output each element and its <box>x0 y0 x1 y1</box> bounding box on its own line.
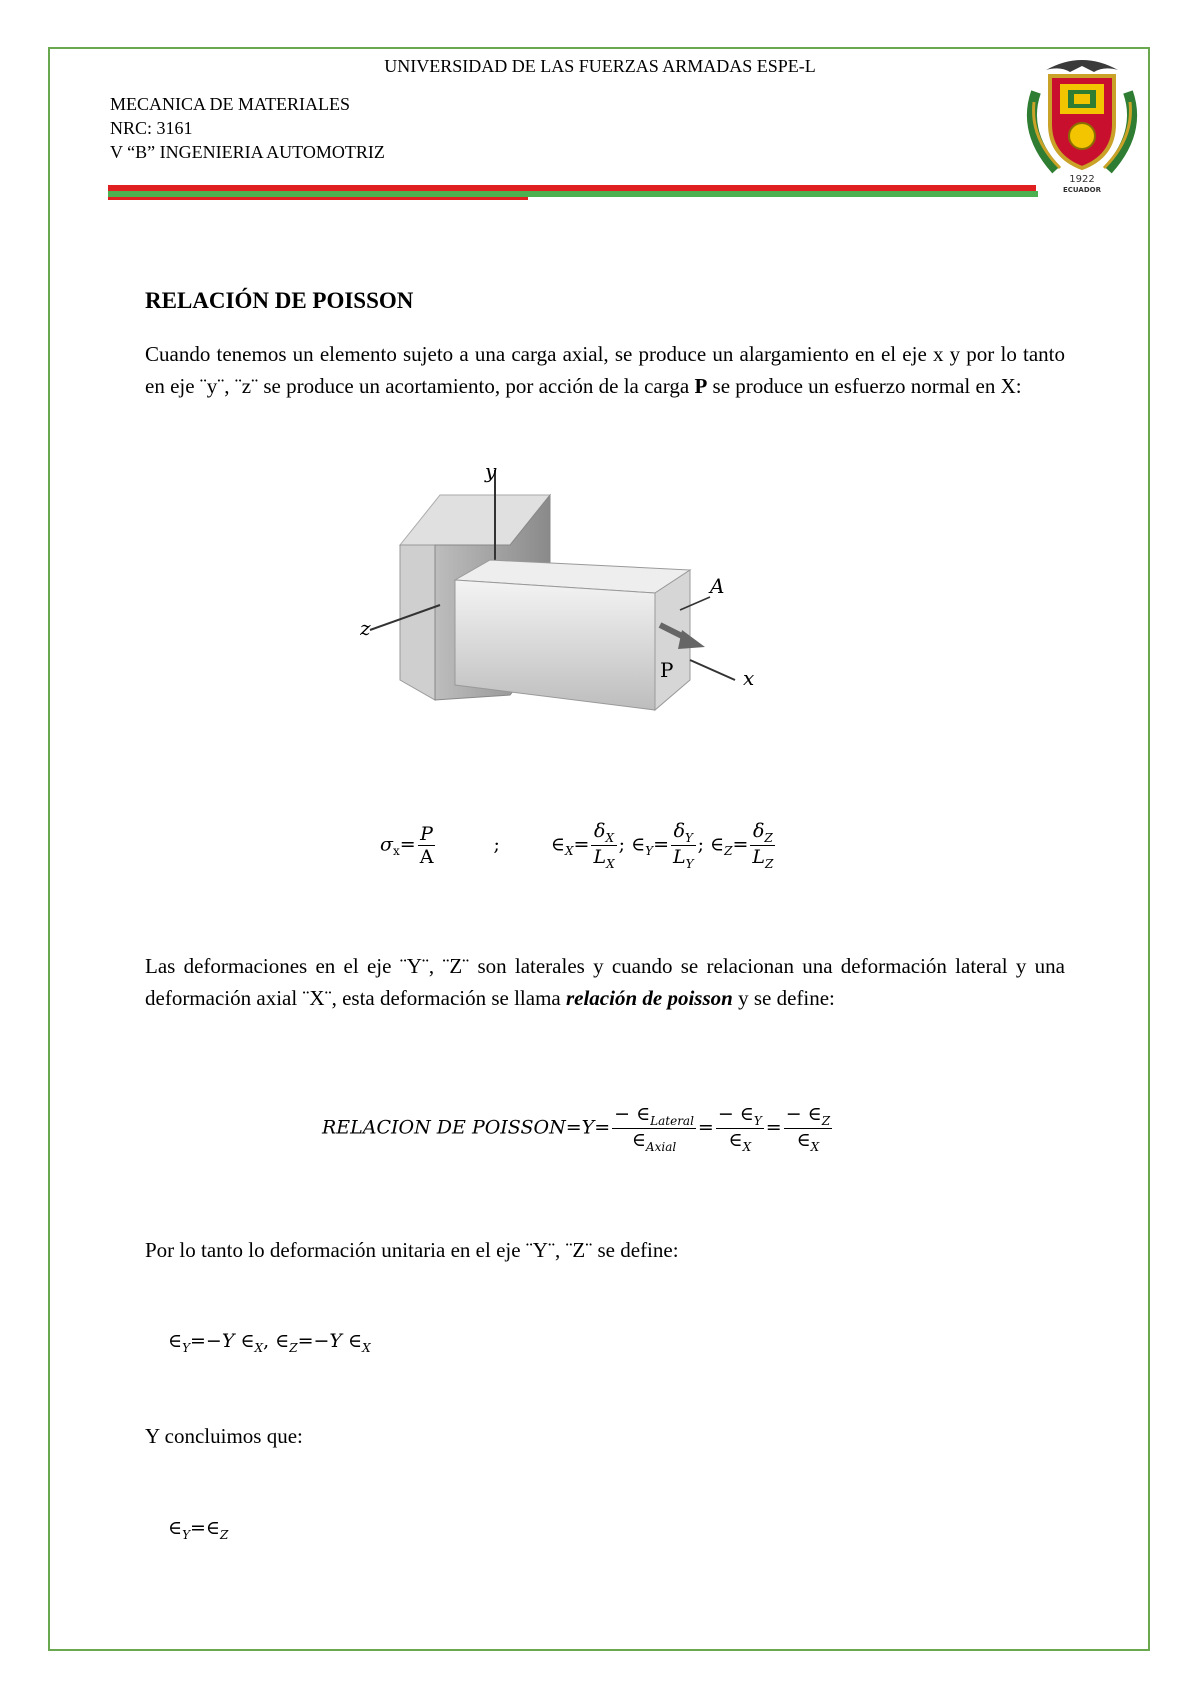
logo-country: ECUADOR <box>1063 186 1101 192</box>
logo-year: 1922 <box>1069 174 1095 185</box>
section-name: V “B” INGENIERIA AUTOMOTRIZ <box>110 142 385 162</box>
figure-label-x: x <box>743 666 755 690</box>
stress-strain-equations: $\sigma_x=$ $\frac{P}{A}$ ; $\in_X=$ $\frac{\delta_X}{L_X}$ ; $\in_Y=$ $\frac{\delta_Y}{L_Y}$ ; $\in_Z=$ $\frac{\delta_Z}{L_Z}$ <box>380 820 774 871</box>
intro-paragraph: Cuando tenemos un elemento sujeto a una carga axial, se produce un alargamiento en el eje x y por lo tanto en eje ¨y¨, ¨z¨ se produce un acortamiento, por acción de la carga P se produce un esfuerzo normal en X: <box>145 342 1065 398</box>
course-name: MECANICA DE MATERIALES <box>110 94 351 114</box>
axial-load-figure <box>360 455 820 755</box>
figure-label-z: z <box>360 616 371 640</box>
university-name: UNIVERSIDAD DE LAS FUERZAS ARMADAS ESPE-L <box>384 56 816 76</box>
conclusion-equation: $\in_Y=\in_Z$ <box>168 1517 229 1542</box>
figure-label-A: A <box>710 574 725 598</box>
university-crest-logo <box>1016 52 1148 192</box>
conclusion-paragraph: Y concluimos que: <box>145 1424 303 1448</box>
nrc-code: NRC: 3161 <box>110 118 193 138</box>
lateral-strain-equation: $\in_Y=-Y$ $\in_X$, $\in_Z=-Y$ $\in_X$ <box>168 1330 371 1355</box>
figure-label-P: P <box>660 658 674 682</box>
section-title: RELACIÓN DE POISSON <box>145 288 414 313</box>
header-rule-red-short <box>108 197 528 200</box>
unitary-paragraph: Por lo tanto lo deformación unitaria en el eje ¨Y¨, ¨Z¨ se define: <box>145 1238 679 1262</box>
definition-paragraph: Las deformaciones en el eje ¨Y¨, ¨Z¨ son laterales y cuando se relacionan una deformación lateral y una deformación axial ¨X¨, esta deformación se llama relación de poisson y se define: <box>145 954 1065 1010</box>
figure-label-y: y <box>485 459 497 483</box>
poisson-ratio-equation: RELACION DE POISSON=Y= $\frac{- \in_{Lateral}}{\in_{Axial}}$ = $\frac{- \in_Y}{\in_X}$ = $\frac{- \in_Z}{\in_X}$ <box>322 1103 831 1154</box>
